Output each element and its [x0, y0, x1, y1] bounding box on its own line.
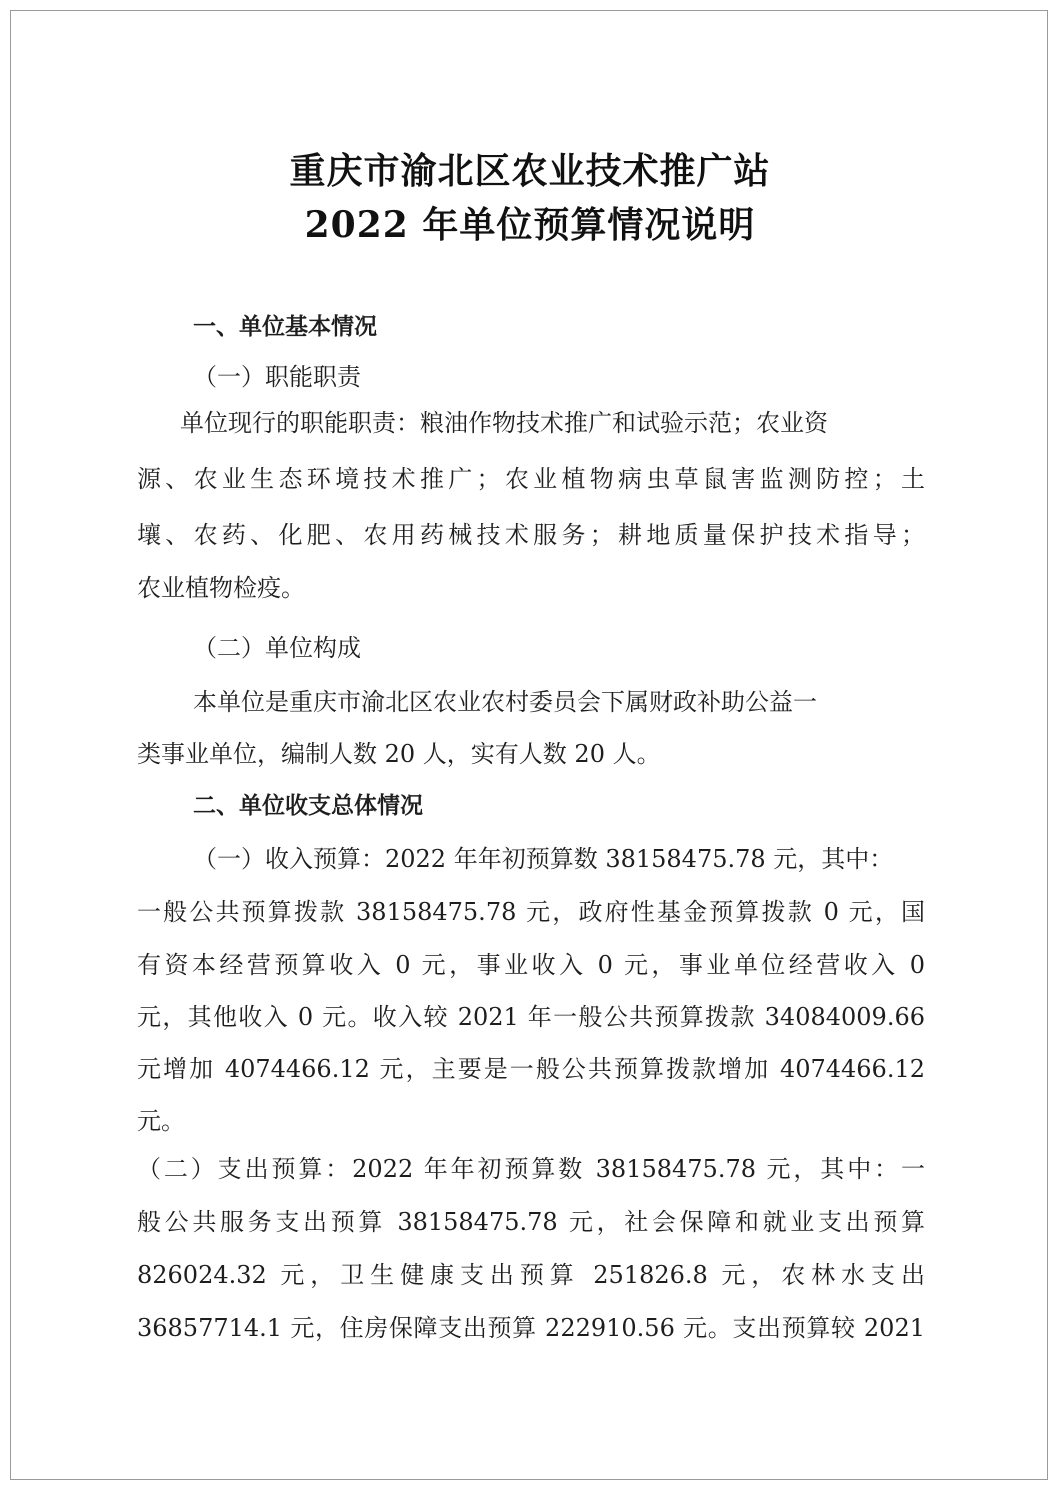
paragraph-line: 一般公共预算拨款 38158475.78 元，政府性基金预算拨款 0 元，国 — [137, 898, 925, 926]
paragraph-line: 农业植物检疫。 — [137, 574, 305, 602]
paragraph-line: 类事业单位，编制人数 20 人，实有人数 20 人。 — [137, 740, 661, 768]
document-title-line-1: 重庆市渝北区农业技术推广站 — [289, 150, 771, 192]
paragraph-line: 元。 — [137, 1107, 185, 1135]
paragraph-line: 单位现行的职能职责：粮油作物技术推广和试验示范；农业资 — [180, 409, 828, 437]
paragraph-line: 元，其他收入 0 元。收入较 2021 年一般公共预算拨款 34084009.66 — [137, 1003, 925, 1031]
subsection-1-heading: （一）职能职责 — [193, 363, 361, 391]
subsection-2-heading: （二）单位构成 — [193, 634, 361, 662]
paragraph-line: 源、农业生态环境技术推广；农业植物病虫草鼠害监测防控；土 — [137, 465, 925, 493]
paragraph-line: 826024.32 元，卫生健康支出预算 251826.8 元，农林水支出 — [137, 1261, 925, 1289]
paragraph-line: 般公共服务支出预算 38158475.78 元，社会保障和就业支出预算 — [137, 1208, 925, 1236]
paragraph-line: 壤、农药、化肥、农用药械技术服务；耕地质量保护技术指导； — [137, 521, 925, 549]
paragraph-line: （二）支出预算：2022 年年初预算数 38158475.78 元，其中：一 — [137, 1155, 925, 1183]
document-title-line-2: 2022 年单位预算情况说明 — [304, 204, 756, 246]
paragraph-line: 本单位是重庆市渝北区农业农村委员会下属财政补助公益一 — [193, 688, 817, 716]
section-2-heading: 二、单位收支总体情况 — [193, 793, 423, 819]
section-1-heading: 一、单位基本情况 — [193, 314, 377, 340]
paragraph-line: （一）收入预算：2022 年年初预算数 38158475.78 元，其中： — [193, 845, 894, 873]
paragraph-line: 元增加 4074466.12 元，主要是一般公共预算拨款增加 4074466.12 — [137, 1055, 925, 1083]
paragraph-line: 36857714.1 元，住房保障支出预算 222910.56 元。支出预算较 2021 — [137, 1314, 925, 1342]
paragraph-line: 有资本经营预算收入 0 元，事业收入 0 元，事业单位经营收入 0 — [137, 951, 925, 979]
